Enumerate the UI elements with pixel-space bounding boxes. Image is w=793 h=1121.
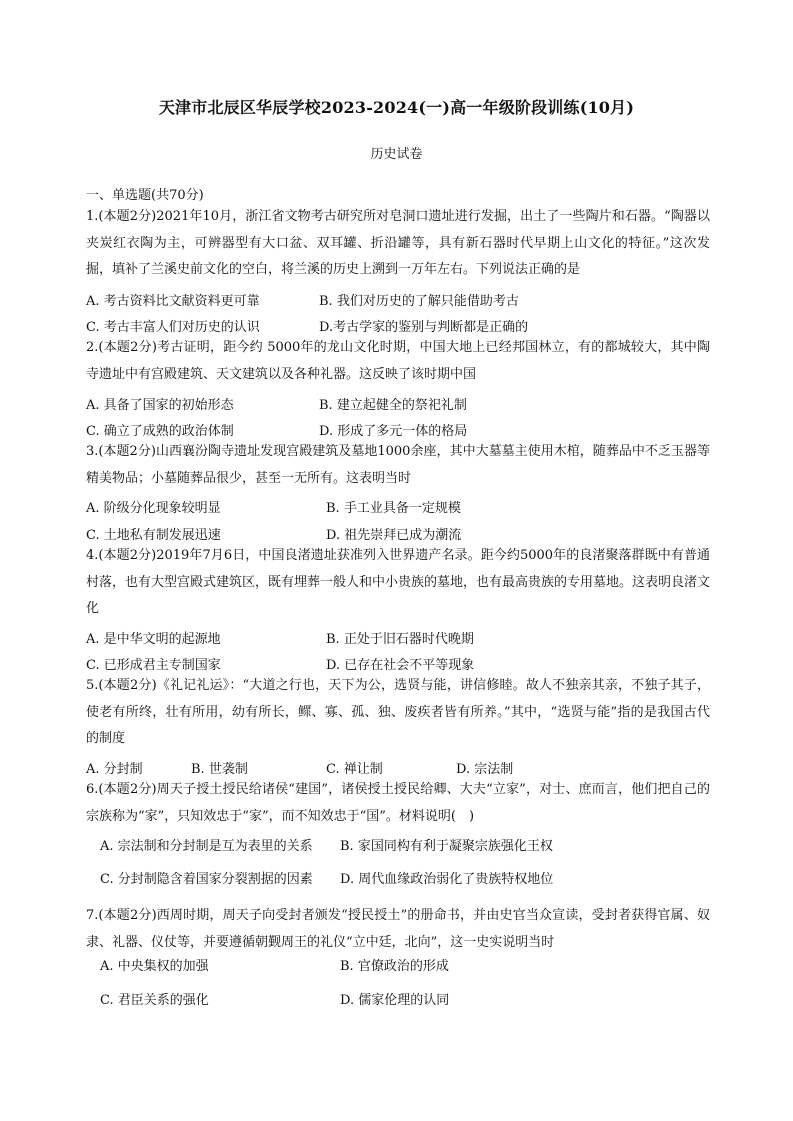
question-3-option-a: A. 阶级分化现象较明显	[86, 501, 221, 516]
exam-subtitle: 历史试卷	[370, 147, 423, 162]
question-5-option-d: D. 宗法制	[456, 762, 514, 777]
question-7-option-b: B. 官僚政治的形成	[340, 959, 449, 974]
question-2-option-d: D. 形成了多元一体的格局	[319, 424, 468, 439]
exam-title: 天津市北辰区华辰学校2023-2024(一)高一年级阶段训练(10月)	[158, 98, 635, 117]
question-2-option-c: C. 确立了成熟的政治体制	[86, 424, 234, 439]
question-3-option-c: C. 土地私有制发展迅速	[86, 528, 221, 543]
question-4-stem: 4.(本题2分)2019年7月6日，中国良渚遗址获准列入世界遗产名录。距今约5000年的良渚聚落群既中有普通村落，也有大型宫殿式建筑区，既有埋葬一般人和中小贵族的墓地，也有最高贵族的专用墓地。这表明良渚文化	[86, 548, 711, 616]
question-1-option-d: D.考古学家的鉴别与判断都是正确的	[319, 320, 529, 335]
question-5-option-c: C. 禅让制	[326, 762, 383, 777]
question-6-option-a: A. 宗法制和分封制是互为表里的关系	[100, 839, 313, 854]
question-5-stem: 5.(本题2分)《礼记礼运》：“大道之行也，天下为公，选贤与能，讲信修睦。故人不独亲其亲，不独子其子，使老有所终，壮有所用，幼有所长，鳏、寡、孤、独、废疾者皆有所养。”其中，“选贤与能”指的是我国古代的制度	[86, 678, 710, 746]
question-6-option-b: B. 家国同构有利于凝聚宗族强化王权	[340, 839, 553, 854]
section-heading: 一、单选题(共70分)	[86, 188, 204, 203]
question-7-option-a: A. 中央集权的加强	[100, 959, 209, 974]
question-7-option-d: D. 儒家伦理的认同	[340, 993, 450, 1008]
question-3-stem: 3.(本题2分)山西襄汾陶寺遗址发现宫殿建筑及墓地1000余座，其中大墓墓主使用木棺，随葬品中不乏玉器等精美物品；小墓随葬品很少，甚至一无所有。这表明当时	[86, 444, 710, 486]
question-1-stem: 1.(本题2分)2021年10月，浙江省文物考古研究所对皂洞口遗址进行发掘，出土了一些陶片和石器。“陶器以夹炭红衣陶为主，可辨器型有大口盆、双耳罐、折沿罐等，具有新石器时代早期上山文化的特征。”这次发掘，填补了兰溪史前文化的空白，将兰溪的历史上溯到一万年左右。下列说法正确的是	[86, 209, 710, 277]
question-3-option-d: D. 祖先崇拜已成为潮流	[326, 528, 462, 543]
question-1-option-c: C. 考古丰富人们对历史的认识	[86, 320, 260, 335]
question-7-stem: 7.(本题2分)西周时期，周天子向受封者颁发“授民授土”的册命书，并由史官当众宣读，受封者获得官属、奴隶、礼器、仪仗等，并要遵循朝觐周王的礼仪“立中廷，北向”，这一史实说明当时	[86, 908, 710, 950]
question-7-option-c: C. 君臣关系的强化	[100, 993, 209, 1008]
question-6-option-d: D. 周代血缘政治弱化了贵族特权地位	[340, 872, 554, 887]
question-5-option-b: B. 世袭制	[191, 762, 248, 777]
question-6-option-c: C. 分封制隐含着国家分裂割据的因素	[100, 872, 313, 887]
question-4-option-c: C. 已形成君主专制国家	[86, 658, 221, 673]
question-2-option-b: B. 建立起健全的祭祀礼制	[319, 398, 467, 413]
question-2-stem: 2.(本题2分)考古证明，距今约 5000年的龙山文化时期，中国大地上已经邦国林立，有的都城较大，其中陶寺遗址中有宫殿建筑、天文建筑以及各种礼器。这反映了该时期中国	[86, 340, 710, 382]
question-1-option-b: B. 我们对历史的了解只能借助考古	[319, 294, 519, 309]
question-4-option-a: A. 是中华文明的起源地	[86, 632, 221, 647]
question-2-option-a: A. 具备了国家的初始形态	[86, 398, 234, 413]
question-1-option-a: A. 考古资料比文献资料更可靠	[86, 294, 260, 309]
question-4-option-b: B. 正处于旧石器时代晚期	[326, 632, 474, 647]
question-5-option-a: A. 分封制	[86, 762, 143, 777]
question-4-option-d: D. 已存在社会不平等现象	[326, 658, 475, 673]
question-6-stem: 6.(本题2分)周天子授土授民给诸侯“建国”，诸侯授土授民给卿、大夫“立家”，对士、庶而言，他们把自己的宗族称为“家”，只知效忠于“家”，而不知效忠于“国”。材料说明( )	[86, 782, 710, 824]
question-3-option-b: B. 手工业具备一定规模	[326, 501, 461, 516]
